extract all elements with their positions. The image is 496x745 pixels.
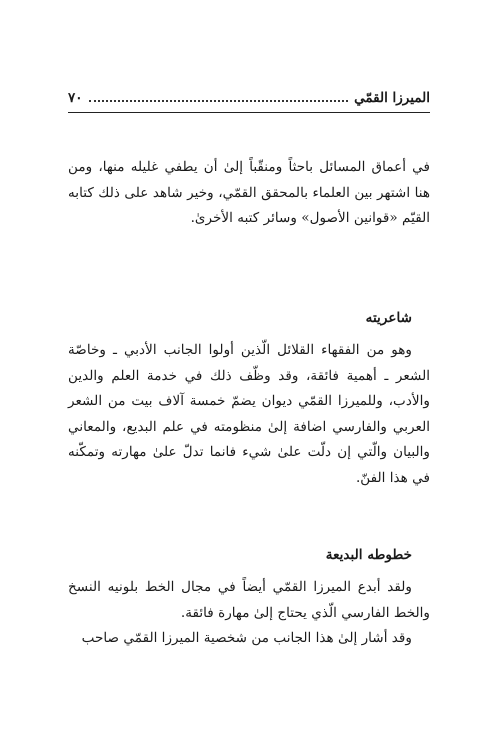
page-number: ٧٠ bbox=[68, 90, 83, 106]
section-heading-poetry: شاعريته bbox=[365, 310, 412, 326]
running-header bbox=[68, 86, 430, 110]
header-leader-dots bbox=[89, 100, 349, 102]
calligraphy-paragraph bbox=[68, 575, 430, 652]
running-header-title: الميرزا القمّي bbox=[354, 90, 430, 106]
calligraphy-paragraph-line-a: ولقد أبدع الميرزا القمّي أيضاً في مجال الخط بلونيه النسخ والخط الفارسي الّذي يحتاج إلىٰ مهارة فائقة. bbox=[68, 579, 430, 621]
poetry-paragraph: وهو من الفقهاء القلائل الّذين أولوا الجانب الأدبي ـ وخاصّة الشعر ـ أهمية فائقة، وقد وظّف ذلك في خدمة العلم والدين والأدب، وللميرزا القمّي ديوان يضمّ خمسة آلاف بيت من الشعر العربي والفارسي اضافة إلىٰ منظومته في علم البديع، والمعاني والبيان والّتي إن دلّت علىٰ شيء فانما تدلّ علىٰ مهارته وتمكّنه في هذا الفنّ. bbox=[68, 342, 430, 486]
header-rule bbox=[68, 112, 430, 113]
calligraphy-paragraph-line-b: وقد أشار إلىٰ هذا الجانب من شخصية الميرزا القمّي صاحب bbox=[81, 630, 412, 646]
section-heading-calligraphy: خطوطه البديعة bbox=[325, 547, 412, 563]
intro-paragraph: في أعماق المسائل باحثاً ومنقّباً إلىٰ أن يطفي غليله منها، ومن هنا اشتهر بين العلماء بالمحقق القمّي، وخير شاهد على ذلك كتابه القيّم «قوانين الأصول» وسائر كتبه الأخرىٰ. bbox=[68, 159, 430, 226]
